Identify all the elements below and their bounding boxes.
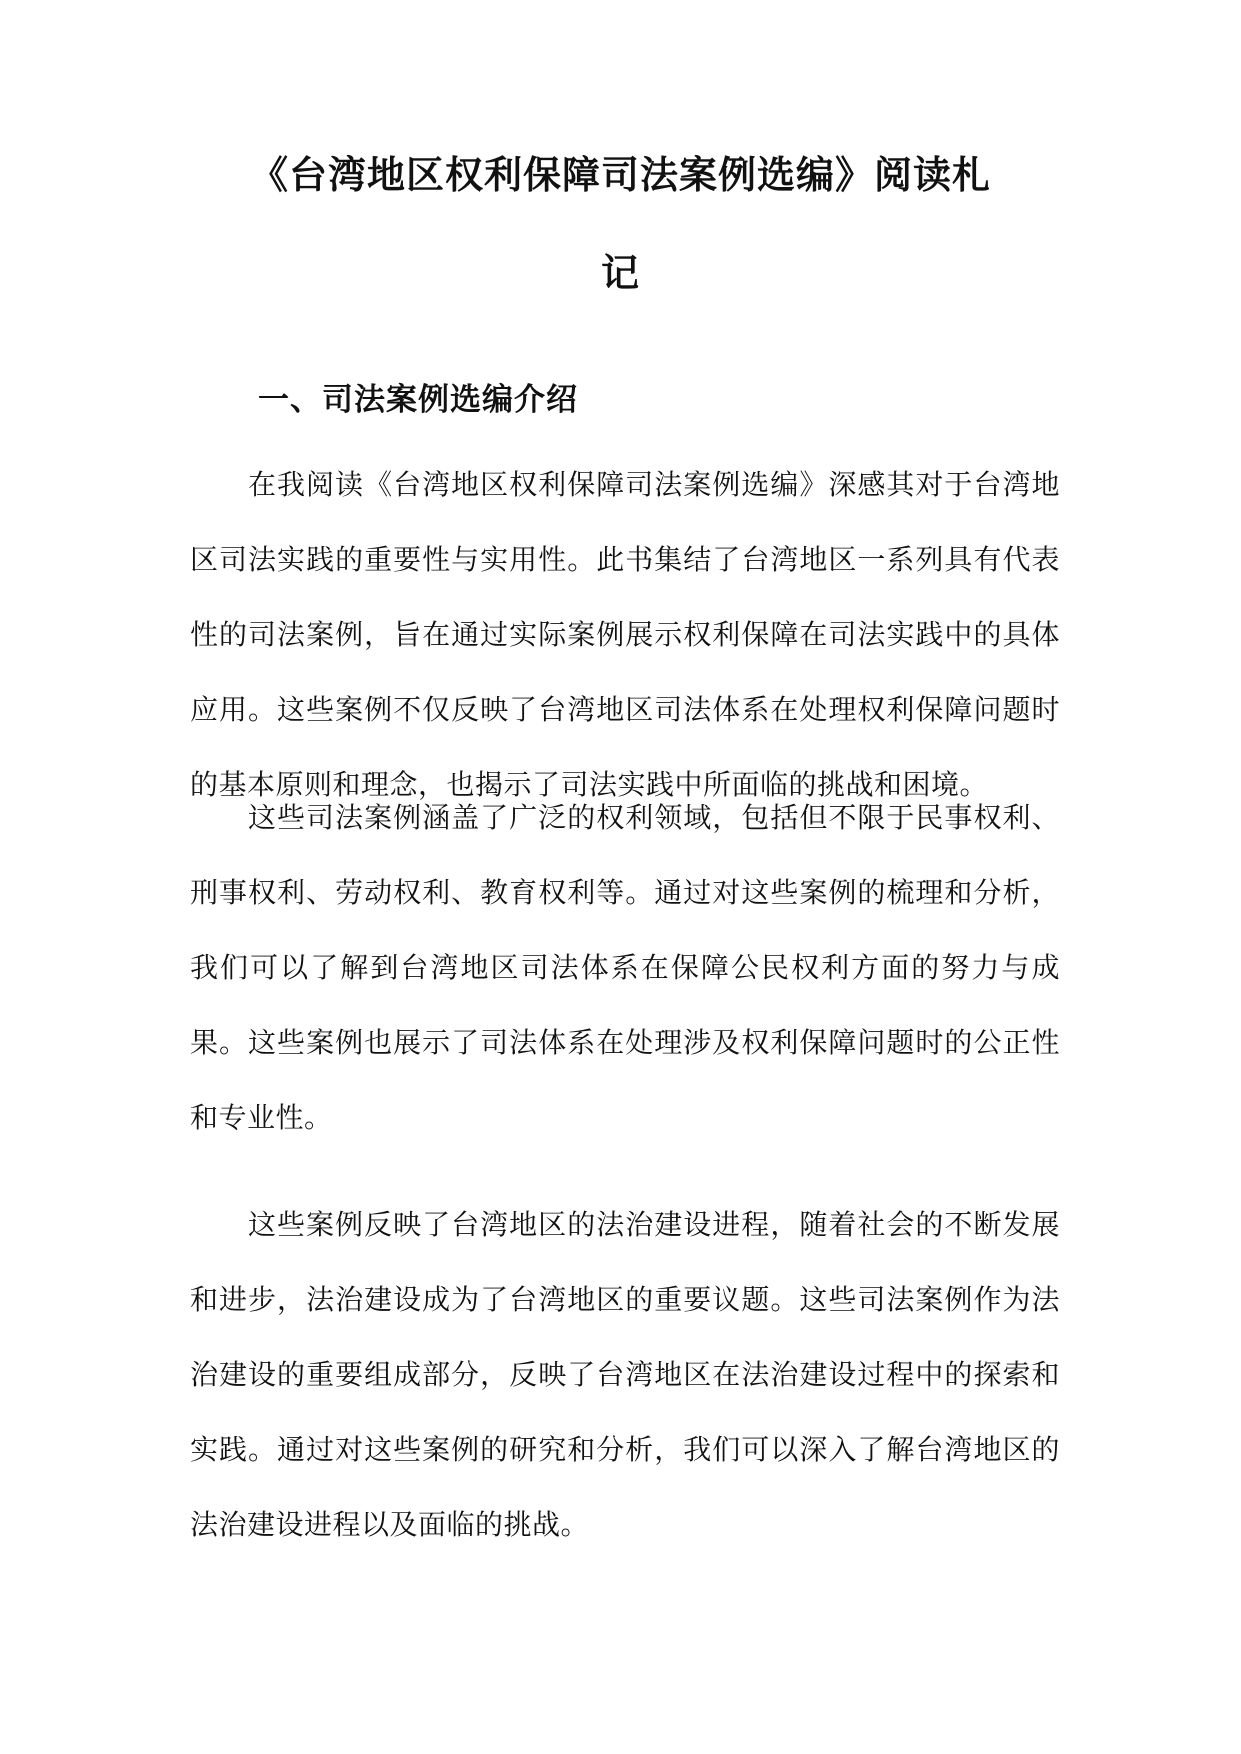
document-title-line-2: 记 bbox=[600, 251, 640, 295]
body-paragraph: 在我阅读《台湾地区权利保障司法案例选编》深感其对于台湾地区司法实践的重要性与实用性。此书集结了台湾地区一系列具有代表性的司法案例，旨在通过实际案例展示权利保障在司法实践中的具体应用。这些案例不仅反映了台湾地区司法体系在处理权利保障问题时的基本原则和理念，也揭示了司法实践中所面临的挑战和困境。 bbox=[190, 468, 1060, 801]
body-paragraph: 这些司法案例涵盖了广泛的权利领域，包括但不限于民事权利、刑事权利、劳动权利、教育权利等。通过对这些案例的梳理和分析，我们可以了解到台湾地区司法体系在保障公民权利方面的努力与成果。这些案例也展示了司法体系在处理涉及权利保障问题时的公正性和专业性。 bbox=[190, 801, 1060, 1134]
body-paragraph: 这些案例反映了台湾地区的法治建设进程，随着社会的不断发展和进步，法治建设成为了台湾地区的重要议题。这些司法案例作为法治建设的重要组成部分，反映了台湾地区在法治建设过程中的探索和实践。通过对这些案例的研究和分析，我们可以深入了解台湾地区的法治建设进程以及面临的挑战。 bbox=[190, 1208, 1060, 1541]
section-heading: 一、司法案例选编介绍 bbox=[258, 382, 578, 418]
document-title-line-1: 《台湾地区权利保障司法案例选编》阅读札 bbox=[249, 153, 991, 197]
